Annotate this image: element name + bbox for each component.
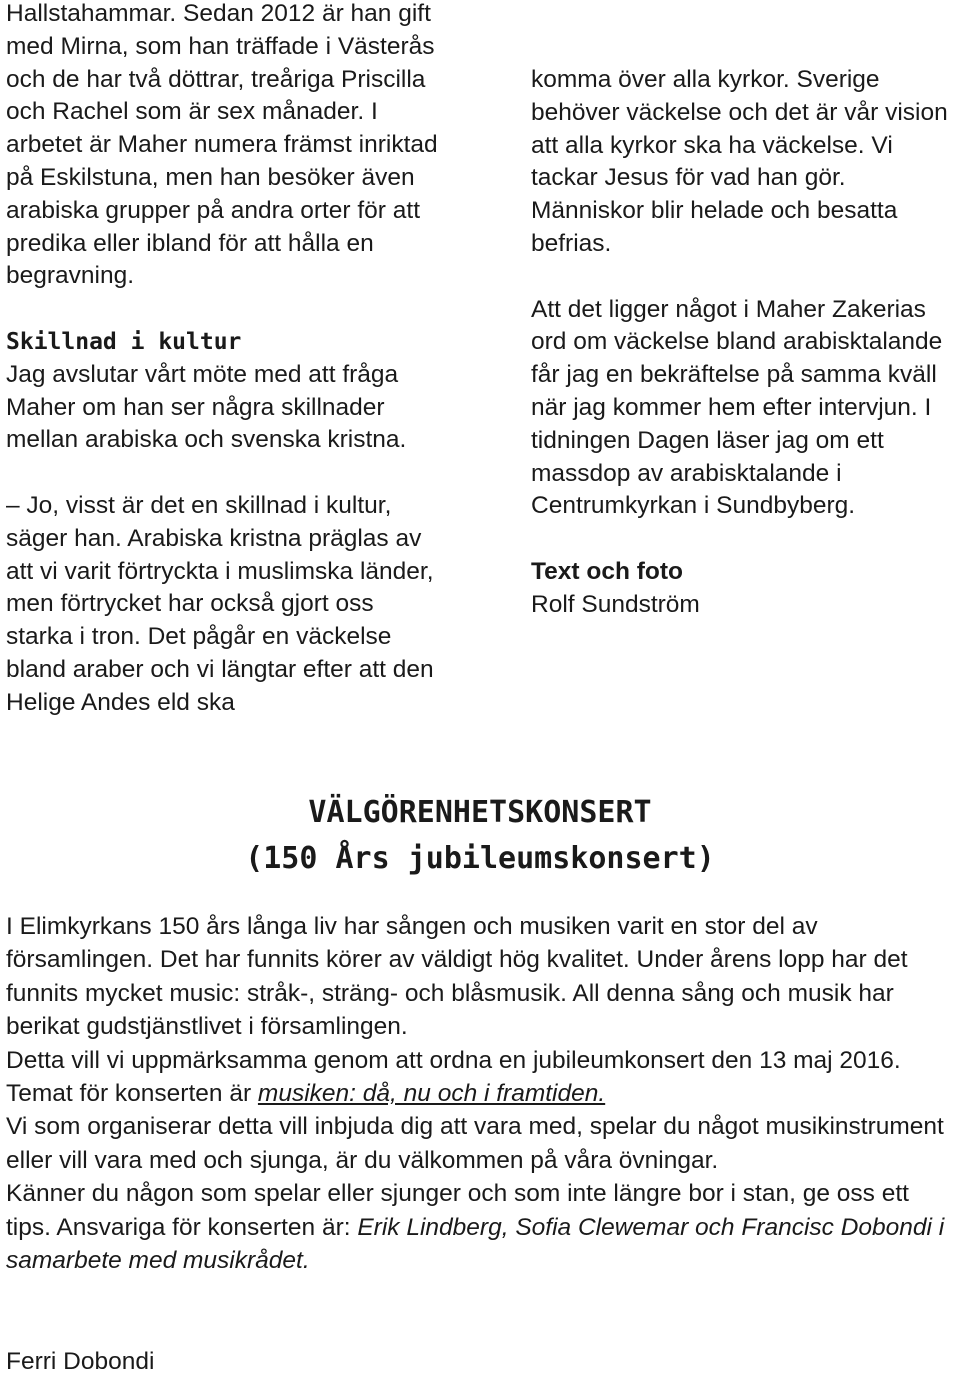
article-paragraph: Jag avslutar vårt möte med att fråga Maher om han ser några skillnader mellan arabiska och svenska kristna. <box>6 360 407 454</box>
credit-label: Text och foto <box>531 557 683 585</box>
concert-theme: musiken: då, nu och i framtiden. <box>257 1080 606 1108</box>
article-paragraph: – Jo, visst är det en skillnad i kultur, säger han. Arabiska kristna präglas av att vi varit förtryckta i muslimska länder, men förtrycket har också gjort oss starka i tron. Det pågår en väckelse bland araber och vi längtar efter att den Helige Andes eld ska <box>6 491 434 716</box>
concert-subtitle: (150 Års jubileumskonsert) <box>245 841 715 876</box>
concert-heading <box>0 790 960 882</box>
concert-paragraph <box>6 1177 956 1277</box>
concert-paragraph <box>6 1044 956 1111</box>
article-right-column <box>531 64 956 622</box>
concert-organizers: Erik Lindberg, Sofia Clewemar och Francisc Dobondi i samarbete med musikrådet. <box>6 1213 945 1275</box>
article-paragraph: komma över alla kyrkor. Sverige behöver väckelse och det är vår vision att alla kyrkor ska ha väckelse. Vi tackar Jesus för vad han gör. Människor blir helade och besatta befrias. <box>531 66 948 257</box>
article-left-column <box>6 0 446 720</box>
concert-text: Detta vill vi uppmärksamma genom att ordna en jubileumkonsert den 13 maj 2016. Temat för konserten är <box>6 1046 901 1108</box>
concert-body <box>6 910 956 1277</box>
article-paragraph: Att det ligger något i Maher Zakerias ord om väckelse bland arabisktalande får jag en bekräftelse på samma kväll när jag kommer hem efter intervjun. I tidningen Dagen läser jag om ett massdop av arabisktalande i Centrumkyrkan i Sundbyberg. <box>531 295 943 520</box>
credit-name: Rolf Sundström <box>531 590 700 618</box>
concert-paragraph: I Elimkyrkans 150 års långa liv har sången och musiken varit en stor del av församlingen. Det har funnits körer av väldigt hög kvalitet. Under årens lopp har det funnits mycket music: stråk-, sträng- och blåsmusik. All denna sång och musik har berikat gudstjänstlivet i församlingen. <box>6 913 908 1041</box>
article-paragraph: Hallstahammar. Sedan 2012 är han gift med Mirna, som han träffade i Västerås och de har två döttrar, treåriga Priscilla och Rachel som är sex månader. I arbetet är Maher numera främst inriktad på Eskilstuna, men han besöker även arabiska grupper på andra orter för att predika eller ibland för att hålla en begravning. <box>6 0 438 290</box>
concert-title: VÄLGÖRENHETSKONSERT <box>308 795 652 830</box>
signature: Ferri Dobondi <box>6 1348 155 1375</box>
section-heading: Skillnad i kultur <box>6 328 242 355</box>
concert-text: Känner du någon som spelar eller sjunger och som inte längre bor i stan, ge oss ett tips. Ansvariga för konserten är: <box>6 1180 909 1241</box>
concert-paragraph: Vi som organiserar detta vill inbjuda dig att vara med, spelar du något musikinstrument eller vill vara med och sjunga, är du välkommen på våra övningar. <box>6 1113 944 1174</box>
